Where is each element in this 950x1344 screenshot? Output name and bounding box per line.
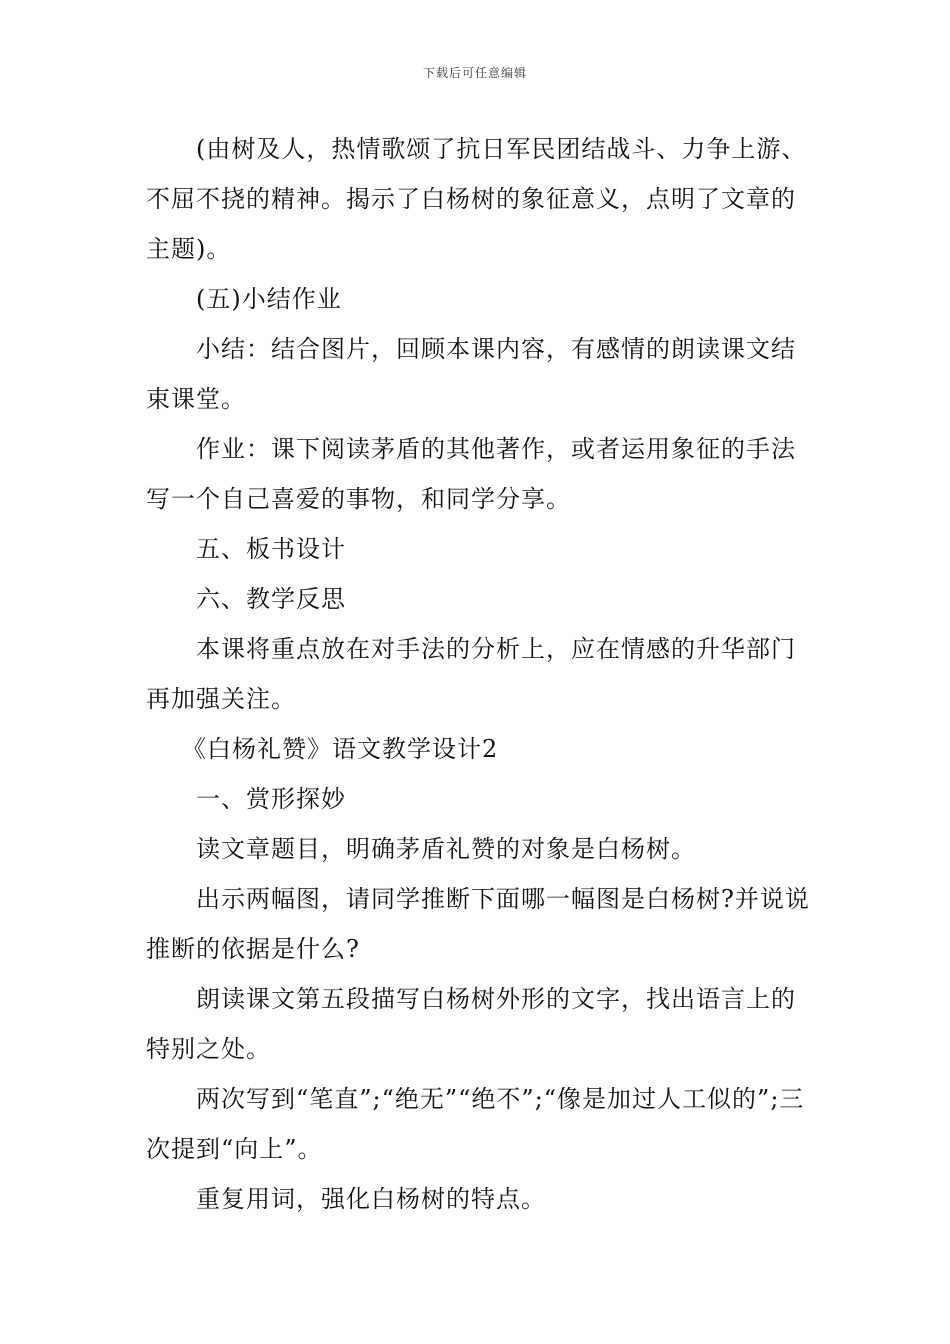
paragraph-two-pictures: 出示两幅图，请同学推断下面哪一幅图是白杨树?并说说推断的依据是什么? xyxy=(146,885,810,963)
paragraph-summary: 小结：结合图片，回顾本课内容，有感情的朗读课文结束课堂。 xyxy=(146,335,796,413)
paragraph-theme-summary: (由树及人，热情歌颂了抗日军民团结战斗、力争上游、不屈不挠的精神。揭示了白杨树的象征意义，点明了文章的主题)。 xyxy=(146,135,807,263)
section-heading-board-design: 五、板书设计 xyxy=(196,535,346,563)
paragraph-repeat-emphasis: 重复用词，强化白杨树的特点。 xyxy=(196,1185,546,1213)
paragraph-homework: 作业：课下阅读茅盾的其他著作，或者运用象征的手法写一个自己喜爱的事物，和同学分享。 xyxy=(146,435,796,513)
section-heading-reflection: 六、教学反思 xyxy=(196,585,346,613)
page-header: 下载后可任意编辑 xyxy=(422,66,527,80)
document-body xyxy=(146,124,818,1224)
paragraph-read-title: 读文章题目，明确茅盾礼赞的对象是白杨树。 xyxy=(196,835,696,863)
paragraph-reflection: 本课将重点放在对手法的分析上，应在情感的升华部门再加强关注。 xyxy=(146,635,796,713)
paragraph-read-fifth-section: 朗读课文第五段描写白杨树外形的文字，找出语言上的特别之处。 xyxy=(146,985,796,1063)
section-heading-summary-homework: (五)小结作业 xyxy=(196,285,342,313)
section-heading-appreciate-shape: 一、赏形探妙 xyxy=(196,785,346,813)
document-title-2: 《白杨礼赞》语文教学设计2 xyxy=(182,735,499,763)
paragraph-word-repetition: 两次写到“笔直”;“绝无”“绝不”;“像是加过人工似的”;三次提到“向上”。 xyxy=(146,1085,805,1163)
